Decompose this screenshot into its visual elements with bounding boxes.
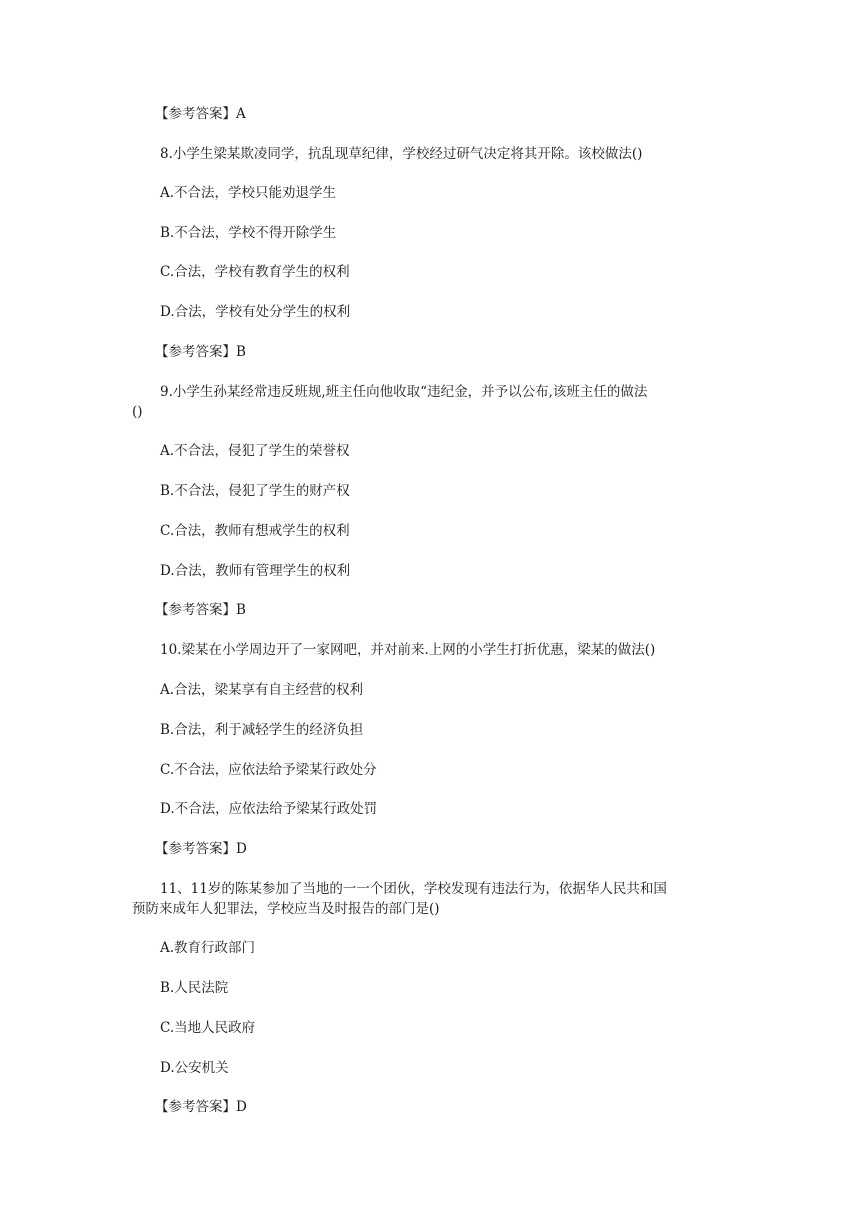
answer-q10: 【参考答案】D [155,841,247,857]
question-9-option-d: D.合法，教师有管理学生的权利 [160,563,351,579]
question-9-option-c: C.合法，教师有想戒学生的权利 [160,523,350,539]
question-11-option-d: D.公安机关 [160,1060,229,1076]
question-8-option-c: C.合法，学校有教育学生的权利 [160,264,350,280]
question-10-option-b: B.合法，利于减轻学生的经济负担 [160,722,364,738]
question-11-stem-line2: 预防来成年人犯罪法，学校应当及时报告的部门是() [132,901,440,917]
question-11-option-a: A.教育行政部门 [160,940,256,956]
question-8-option-d: D.合法，学校有处分学生的权利 [160,304,351,320]
question-10-stem: 10.梁某在小学周边开了一家网吧，并对前来.上网的小学生打折优惠，梁某的做法() [160,642,656,658]
question-8-option-b: B.不合法，学校不得开除学生 [160,225,337,241]
question-11-option-b: B.人民法院 [160,980,229,996]
answer-q9: 【参考答案】B [155,602,246,618]
question-10-option-a: A.合法，梁某享有自主经营的权利 [160,682,364,698]
question-9-stem-line2: () [132,404,143,420]
answer-q7: 【参考答案】A [155,106,246,122]
answer-q8: 【参考答案】B [155,344,246,360]
question-9-option-a: A.不合法，侵犯了学生的荣誉权 [160,443,350,459]
question-11-option-c: C.当地人民政府 [160,1020,256,1036]
question-10-option-d: D.不合法，应依法给予梁某行政处罚 [160,801,378,817]
question-8-stem: 8.小学生梁某欺凌同学，抗乱现草纪律，学校经过研气决定将其开除。该校做法() [160,146,643,162]
question-9-stem-line1: 9.小学生孙某经常违反班规,班主任向他收取“违纪金，并予以公布,该班主任的做法 [160,384,648,400]
question-11-stem-line1: 11、11岁的陈某参加了当地的一一个团伙，学校发现有违法行为，依据华人民共和国 [160,881,667,897]
question-9-option-b: B.不合法，侵犯了学生的财产权 [160,483,350,499]
question-8-option-a: A.不合法，学校只能劝退学生 [160,185,337,201]
answer-q11: 【参考答案】D [155,1099,247,1115]
question-10-option-c: C.不合法，应依法给予梁某行政处分 [160,762,377,778]
